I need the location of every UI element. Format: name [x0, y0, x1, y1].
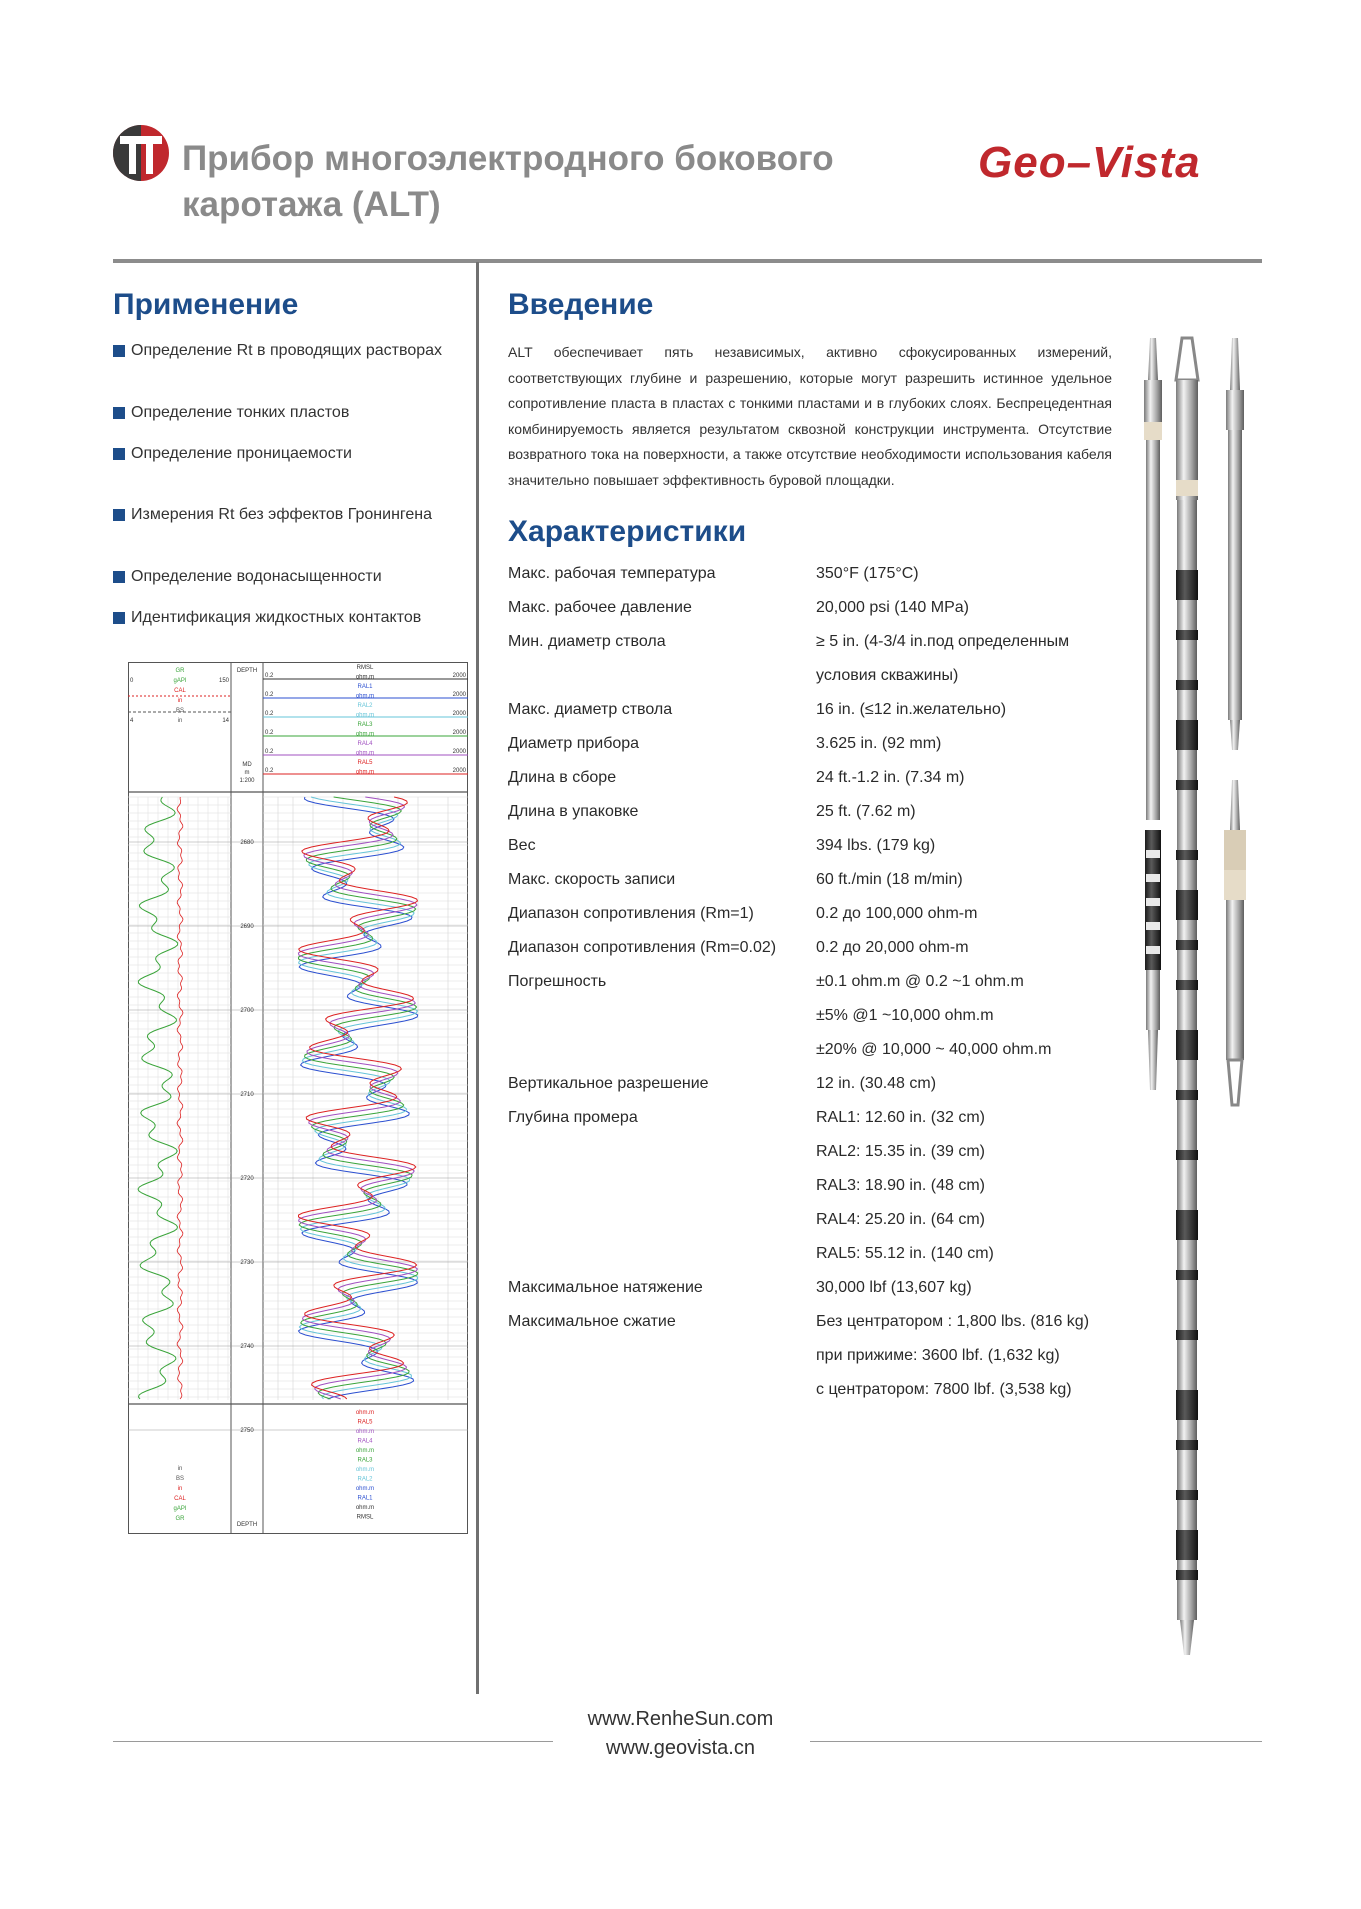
tool-electrode-band	[1146, 922, 1160, 930]
tool-electrode-band	[1146, 946, 1160, 954]
spec-label: Макс. скорость записи	[508, 871, 676, 888]
log-header-right-label: RAL3	[357, 722, 373, 728]
log-header-left-label: in	[177, 698, 183, 704]
tool-electrode-ring	[1176, 1030, 1198, 1060]
footer-url-renhesun[interactable]: www.RenheSun.com	[587, 1708, 774, 1730]
brand-logo: Geo–Vista	[978, 138, 1201, 187]
log-scale-label: 2000	[452, 768, 466, 774]
spec-label: Макс. рабочая температура	[508, 565, 716, 582]
depth-label: 2710	[240, 1092, 254, 1098]
depth-label: 2700	[240, 1008, 254, 1014]
depth-unit-label: MD	[242, 762, 252, 768]
log-header-left-label: CAL	[174, 688, 186, 694]
spec-row	[508, 1347, 1148, 1381]
log-scale-label: 0.2	[265, 711, 274, 717]
spec-value: ≥ 5 in. (4-3/4 in.под определенным	[816, 633, 1070, 650]
log-footer-right-label: RAL2	[357, 1476, 373, 1483]
depth-unit-label: 1:200	[239, 778, 255, 784]
spec-row	[508, 599, 1148, 633]
spec-row	[508, 837, 1148, 871]
tool-electrode-ring	[1176, 1150, 1198, 1160]
spec-label: Длина в упаковке	[508, 803, 639, 820]
tool-electrode-ring	[1176, 1270, 1198, 1280]
list-item: Измерения Rt без эффектов Гронингена	[113, 504, 461, 525]
log-scale-label: 0.2	[265, 692, 274, 698]
spec-row	[508, 803, 1148, 837]
spec-row	[508, 735, 1148, 769]
tool-electrode-ring	[1176, 890, 1198, 920]
log-header-right-label: RMSL	[356, 665, 374, 671]
tool-electrode-ring	[1176, 780, 1198, 790]
log-header-left-label: gAPI	[173, 678, 187, 684]
spec-value: 20,000 psi (140 MPa)	[816, 599, 969, 616]
spec-row	[508, 1075, 1148, 1109]
depth-label: 2740	[240, 1344, 254, 1350]
spec-row	[508, 633, 1148, 667]
log-header-right-label: ohm.m	[355, 769, 375, 776]
tool-electrode-band	[1146, 850, 1160, 858]
log-footer-right-label: RAL1	[357, 1495, 373, 1502]
spec-label: Глубина промера	[508, 1109, 638, 1126]
log-header-right-label: RAL5	[357, 760, 373, 766]
spec-row	[508, 1279, 1148, 1313]
tool-electrode-ring	[1176, 1210, 1198, 1240]
log-scale-label: 0.2	[265, 768, 274, 774]
log-footer-left-label: in	[177, 1466, 183, 1472]
spec-row	[508, 667, 1148, 701]
spec-value: 3.625 in. (92 mm)	[816, 735, 942, 752]
tool-electrode-ring	[1176, 570, 1198, 600]
company-logo-icon	[112, 124, 170, 182]
log-footer-right-label: ohm.m	[355, 1486, 375, 1492]
list-item: Идентификация жидкостных контактов	[113, 607, 461, 628]
spec-label: Диаметр прибора	[508, 735, 640, 752]
depth-footer: DEPTH	[236, 1522, 258, 1528]
spec-value: RAL2: 15.35 in. (39 cm)	[816, 1143, 985, 1160]
spec-label: Длина в сборе	[508, 769, 617, 786]
spec-value: 24 ft.-1.2 in. (7.34 m)	[816, 769, 965, 786]
log-footer-left-label: GR	[175, 1516, 185, 1522]
tool-electrode-ring	[1176, 680, 1198, 690]
log-scale-label: 14	[222, 718, 229, 724]
spec-value: 25 ft. (7.62 m)	[816, 803, 916, 820]
spec-label: Макс. рабочее давление	[508, 599, 692, 616]
log-footer-left-label: CAL	[174, 1496, 186, 1502]
log-header-right-label: ohm.m	[355, 750, 375, 757]
spec-value: RAL4: 25.20 in. (64 cm)	[816, 1211, 985, 1228]
log-footer-left-label: in	[177, 1486, 183, 1492]
spec-row	[508, 1381, 1148, 1415]
depth-label: 2750	[240, 1428, 254, 1434]
page-title	[182, 136, 834, 228]
spec-row	[508, 1143, 1148, 1177]
log-scale-label: 2000	[452, 673, 466, 679]
list-item: Определение водонасыщенности	[113, 566, 461, 587]
spec-row	[508, 1109, 1148, 1143]
log-footer-right-label: ohm.m	[355, 1448, 375, 1454]
log-header-right-label: RAL2	[357, 703, 373, 709]
log-scale-label: 0.2	[265, 673, 274, 679]
log-footer-right-label: ohm.m	[355, 1467, 375, 1473]
spec-value: 394 lbs. (179 kg)	[816, 837, 936, 854]
log-header-right-label: ohm.m	[355, 731, 375, 738]
spec-label: Максимальное натяжение	[508, 1279, 703, 1296]
spec-row	[508, 939, 1148, 973]
tool-electrode-ring	[1176, 1090, 1198, 1100]
spec-value: 12 in. (30.48 cm)	[816, 1075, 937, 1092]
log-header-right-label: RAL1	[357, 684, 373, 690]
tool-electrode-ring	[1176, 980, 1198, 990]
depth-label: 2720	[240, 1176, 254, 1182]
spec-value: RAL1: 12.60 in. (32 cm)	[816, 1109, 985, 1126]
spec-value: условия скважины)	[816, 667, 959, 684]
log-scale-label: 0	[130, 678, 134, 684]
specs-heading: Характеристики	[508, 515, 747, 548]
spec-value: RAL3: 18.90 in. (48 cm)	[816, 1177, 985, 1194]
log-header-left-label: in	[177, 718, 183, 724]
log-scale-label: 2000	[452, 749, 466, 755]
spec-value: RAL5: 55.12 in. (140 cm)	[816, 1245, 994, 1262]
tool-electrode-ring	[1176, 1570, 1198, 1580]
log-header-right-label: ohm.m	[355, 674, 375, 681]
title-line-1: Прибор многоэлектродного бокового	[182, 139, 834, 178]
spec-label: Вертикальное разрешение	[508, 1075, 709, 1092]
spec-row	[508, 905, 1148, 939]
spec-value: при прижиме: 3600 lbf. (1,632 kg)	[816, 1347, 1060, 1364]
spec-value: 350°F (175°C)	[816, 565, 919, 582]
spec-value: 60 ft./min (18 m/min)	[816, 871, 963, 888]
spec-label: Макс. диаметр ствола	[508, 701, 673, 718]
log-header-right-label: RAL4	[357, 741, 373, 747]
spec-label: Максимальное сжатие	[508, 1313, 676, 1330]
intro-heading: Введение	[508, 288, 654, 321]
spec-row	[508, 565, 1148, 599]
spec-value: 30,000 lbf (13,607 kg)	[816, 1279, 972, 1296]
spec-row	[508, 1211, 1148, 1245]
depth-label: 2730	[240, 1260, 254, 1266]
spec-value: ±20% @ 10,000 ~ 40,000 ohm.m	[816, 1041, 1052, 1058]
resistivity-log-chart	[128, 662, 468, 1534]
spec-label: Мин. диаметр ствола	[508, 633, 666, 650]
tool-electrode-ring	[1176, 1530, 1198, 1560]
log-footer-right-label: ohm.m	[355, 1410, 375, 1416]
spec-value: ±5% @1 ~10,000 ohm.m	[816, 1007, 994, 1024]
log-header-left-label: GR	[175, 668, 185, 674]
spec-row	[508, 1007, 1148, 1041]
log-header-right-label: ohm.m	[355, 693, 375, 700]
depth-header: DEPTH	[236, 668, 258, 674]
depth-label: 2690	[240, 924, 254, 930]
log-header-left-label: BS	[175, 708, 185, 714]
spec-value: Без центратором : 1,800 lbs. (816 kg)	[816, 1313, 1090, 1330]
list-item: Определение проницаемости	[113, 443, 461, 464]
spec-label: Вес	[508, 837, 536, 854]
tool-electrode-band	[1146, 898, 1160, 906]
tool-electrode-ring	[1176, 630, 1198, 640]
log-scale-label: 0.2	[265, 730, 274, 736]
tool-electrode-ring	[1176, 940, 1198, 950]
spec-value: с центратором: 7800 lbf. (3,538 kg)	[816, 1381, 1072, 1398]
log-scale-label: 2000	[452, 711, 466, 717]
title-line-2: каротажа (ALT)	[182, 185, 441, 224]
log-scale-label: 0.2	[265, 749, 274, 755]
tool-electrode-ring	[1176, 1440, 1198, 1450]
log-footer-right-label: RAL4	[357, 1438, 373, 1445]
log-footer-left-label: gAPI	[173, 1506, 187, 1512]
log-footer-right-label: ohm.m	[355, 1429, 375, 1435]
spec-row	[508, 1245, 1148, 1279]
tool-electrode-ring	[1176, 850, 1198, 860]
spec-value: 16 in. (≤12 in.желательно)	[816, 701, 1007, 718]
spec-row	[508, 871, 1148, 905]
tool-electrode-band	[1146, 874, 1160, 882]
log-header-right-label: ohm.m	[355, 712, 375, 719]
spec-label: Диапазон сопротивления (Rm=0.02)	[508, 939, 777, 956]
tool-electrode-ring	[1176, 720, 1198, 750]
tool-electrode-ring	[1176, 1490, 1198, 1500]
log-footer-right-label: ohm.m	[355, 1505, 375, 1511]
list-item: Определение тонких пластов	[113, 402, 461, 423]
application-heading: Применение	[113, 288, 299, 321]
spec-row	[508, 701, 1148, 735]
log-footer-right-label: RMSL	[356, 1514, 374, 1521]
depth-unit-label: m	[244, 770, 250, 776]
spec-value: ±0.1 ohm.m @ 0.2 ~1 ohm.m	[816, 973, 1024, 990]
column-divider	[476, 262, 479, 1694]
footer-url-geovista[interactable]: www.geovista.cn	[606, 1737, 755, 1759]
spec-label: Погрешность	[508, 973, 607, 990]
log-footer-right-label: RAL5	[357, 1419, 373, 1426]
log-scale-label: 2000	[452, 692, 466, 698]
depth-label: 2680	[240, 840, 254, 846]
header-divider	[113, 259, 1262, 263]
spec-row	[508, 769, 1148, 803]
spec-value: 0.2 до 20,000 ohm-m	[816, 939, 969, 956]
intro-text: ALT обеспечивает пять независимых, активно сфокусированных измерений, соответствующих глубине и разрешению, которые могут разрешить истинное удельное сопротивление пласта в пластах с тонкими пластами и в глубоких слоях. Беспрецедентная комбинируемость является результатом сквозной конструкции инструмента. Отсутствие возвратного тока на поверхности, а также отсутствие необходимости использования кабеля значительно повышает эффективность буровой площадки.	[508, 344, 1112, 488]
list-item: Определение Rt в проводящих растворах	[113, 340, 461, 361]
log-scale-label: 4	[130, 718, 134, 724]
spec-label: Диапазон сопротивления (Rm=1)	[508, 905, 754, 922]
spec-row	[508, 973, 1148, 1007]
spec-row	[508, 1313, 1148, 1347]
log-scale-label: 150	[218, 678, 229, 684]
spec-row	[508, 1041, 1148, 1075]
log-footer-left-label: BS	[175, 1476, 185, 1482]
log-footer-right-label: RAL3	[357, 1457, 373, 1464]
spec-value: 0.2 до 100,000 ohm-m	[816, 905, 978, 922]
spec-row	[508, 1177, 1148, 1211]
log-scale-label: 2000	[452, 730, 466, 736]
alt-tool-photo	[1120, 330, 1270, 1660]
tool-electrode-ring	[1176, 1330, 1198, 1340]
tool-electrode-ring	[1176, 1390, 1198, 1420]
